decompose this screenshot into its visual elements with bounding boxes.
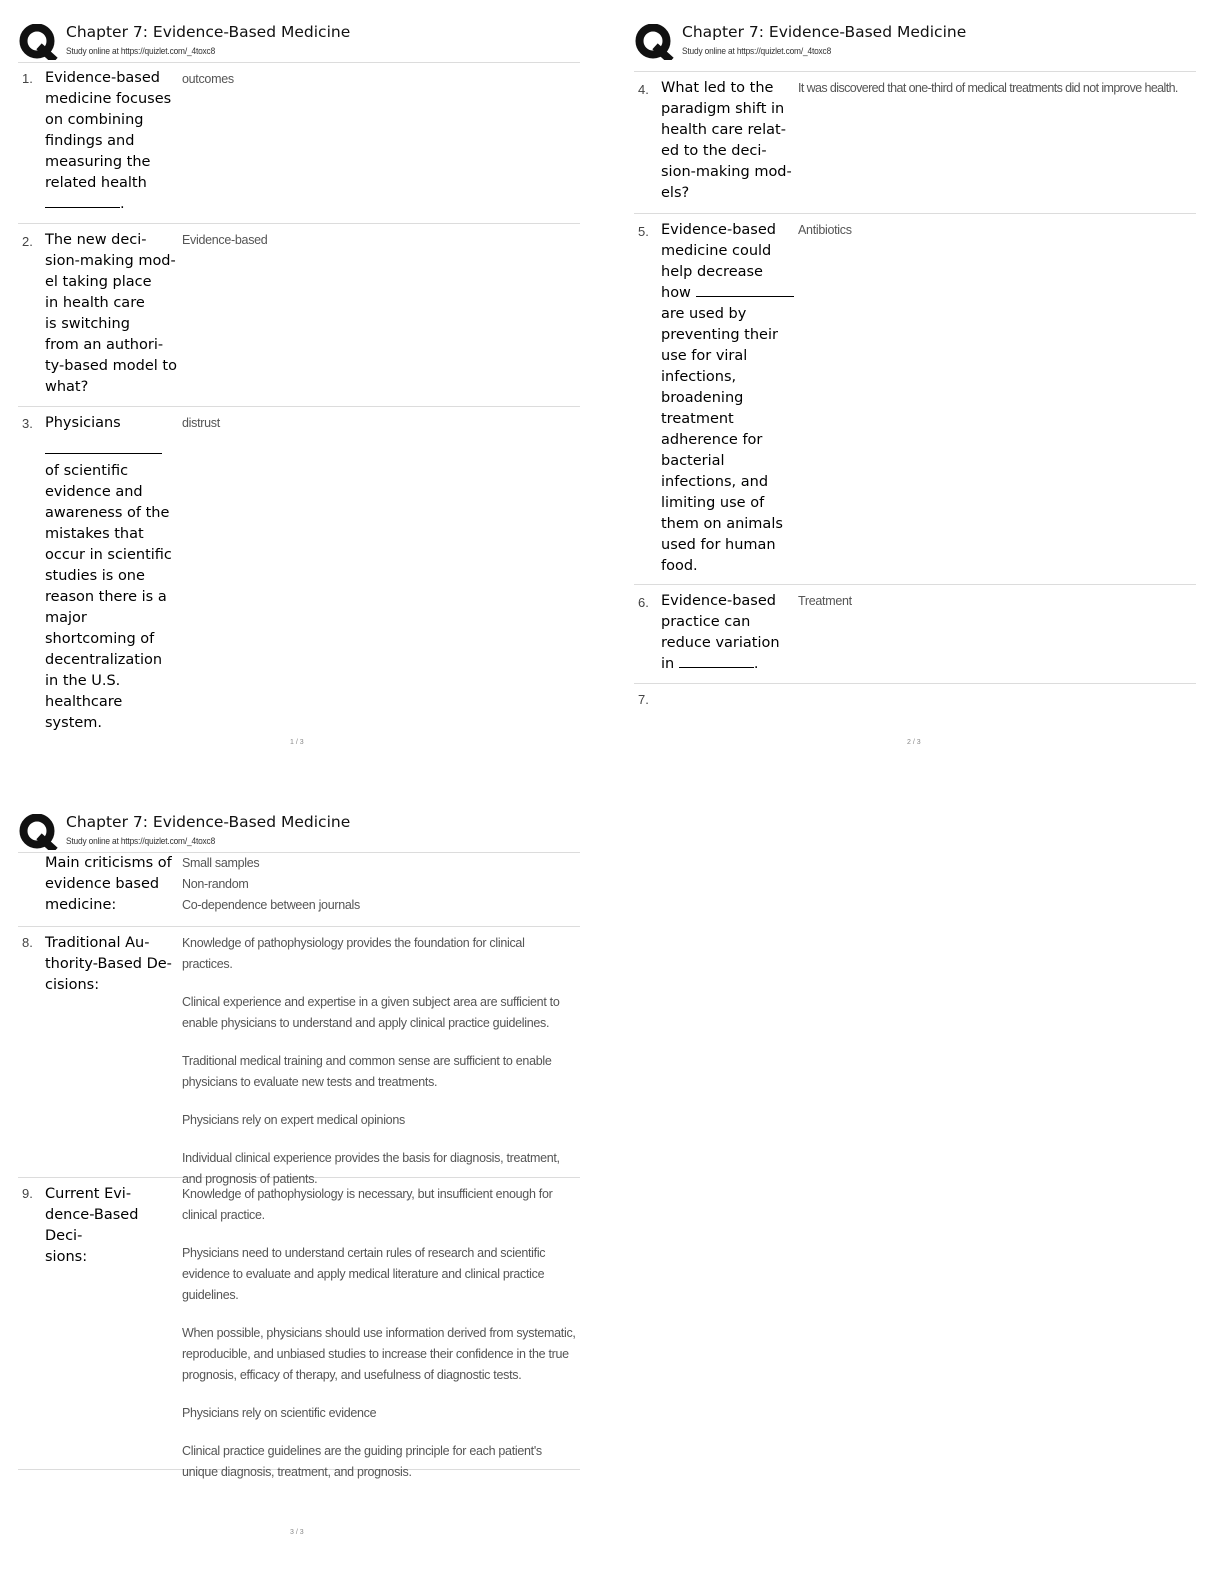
card-definition: Knowledge of pathophysiology is necessary, but insufficient enough for clinical practice. Physicians need to understand certain rules of research and scientific evidence to evaluate and apply medical literature and clinical practice guidelines. When possible, physicians should use information derived from systematic, reproducible, and unbiased studies to increase their confidence in the true prognosis, efficacy of therapy, and usefulness of diagnostic tests. Physicians rely on scientific evidence Clinical practice guidelines are the guiding principle for each patient's unique diagnosis, treatment, and prognosis. <box>182 1187 576 1479</box>
card-number: 6. <box>638 595 649 610</box>
card-term: Physicians of scientific evidence and awareness of the mistakes that occur in scientific studies is one reason there is a major shortcoming of decentralization in the U.S. healthcare system. <box>45 415 172 731</box>
card-term: Evidence-based practice can reduce variation in . <box>661 593 780 672</box>
card-number: 1. <box>22 71 33 86</box>
flashcard-5 <box>634 214 1196 585</box>
card-term: The new deci- sion-making mod- el taking place in health care is switching from an authori- ty-based model to what? <box>45 232 177 395</box>
card-number: 3. <box>22 416 33 431</box>
flashcard-9 <box>18 1178 580 1479</box>
card-definition: Treatment <box>798 594 852 608</box>
flashcard-2 <box>18 224 580 407</box>
fill-in-blank <box>45 194 120 208</box>
flashcard-3 <box>18 407 580 737</box>
page-number: 2 / 3 <box>907 739 921 746</box>
page-2 <box>634 22 1196 714</box>
study-link[interactable]: Study online at https://quizlet.com/_4toxc8 <box>66 836 216 847</box>
fill-in-blank <box>679 654 754 668</box>
page-3 <box>18 812 580 1479</box>
card-number: 2. <box>22 234 33 249</box>
flashcard-1 <box>18 63 580 224</box>
fill-in-blank <box>696 283 794 297</box>
page-title: Chapter 7: Evidence-Based Medicine <box>682 23 967 41</box>
card-number: 4. <box>638 82 649 97</box>
card-term: Evidence-based medicine focuses on combining findings and measuring the related health . <box>45 70 172 212</box>
quizlet-logo-icon <box>18 814 58 850</box>
card-definition: distrust <box>182 416 220 430</box>
card-number: 5. <box>638 224 649 239</box>
flashcard-7 <box>18 853 580 927</box>
page-title: Chapter 7: Evidence-Based Medicine <box>66 23 351 41</box>
card-definition: It was discovered that one-third of medical treatments did not improve health. <box>798 81 1178 95</box>
card-definition: Evidence-based <box>182 233 268 247</box>
card-term: Current Evi- dence-Based Deci- sions: <box>45 1186 139 1265</box>
page-title: Chapter 7: Evidence-Based Medicine <box>66 813 351 831</box>
page-number: 3 / 3 <box>290 1529 304 1536</box>
card-number: 8. <box>22 935 33 950</box>
flashcard-7-start <box>634 684 1196 714</box>
quizlet-logo-icon <box>634 24 674 60</box>
card-number: 7. <box>638 692 649 707</box>
card-definition: Small samples Non-random Co-dependence between journals <box>182 856 360 912</box>
flashcard-8 <box>18 927 580 1186</box>
page-header <box>18 22 580 63</box>
flashcard-4 <box>634 72 1196 214</box>
quizlet-logo-icon <box>18 24 58 60</box>
study-link[interactable]: Study online at https://quizlet.com/_4toxc8 <box>66 46 216 57</box>
card-number: 9. <box>22 1186 33 1201</box>
fill-in-blank <box>45 434 162 454</box>
card-term: Traditional Au- thority-Based De- cisions: <box>45 935 172 993</box>
card-definition: Antibiotics <box>798 223 852 237</box>
card-term: What led to the paradigm shift in health care relat- ed to the deci- sion-making mod- els? <box>661 80 792 201</box>
card-definition: outcomes <box>182 72 234 86</box>
card-term: Evidence-based medicine could help decrease how are used by preventing their use for viral infections, broadening treatment adherence for bacterial infections, and limiting use of them on animals used for human food. <box>661 220 794 577</box>
page-1 <box>18 22 580 737</box>
card-definition: Knowledge of pathophysiology provides the foundation for clinical practices. Clinical experience and expertise in a given subject area are sufficient to enable physicians to understand and apply clinical practice guidelines. Traditional medical training and common sense are sufficient to enable physicians to evaluate new tests and treatments. Physicians rely on expert medical opinions Individual clinical experience provides the basis for diagnosis, treatment, and prognosis of patients. <box>182 936 560 1186</box>
study-link[interactable]: Study online at https://quizlet.com/_4toxc8 <box>682 46 832 57</box>
page-header <box>18 812 580 853</box>
page-header <box>634 22 1196 72</box>
flashcard-6 <box>634 585 1196 684</box>
page-number: 1 / 3 <box>290 739 304 746</box>
card-term: Main criticisms of evidence based medicine: <box>45 855 172 913</box>
